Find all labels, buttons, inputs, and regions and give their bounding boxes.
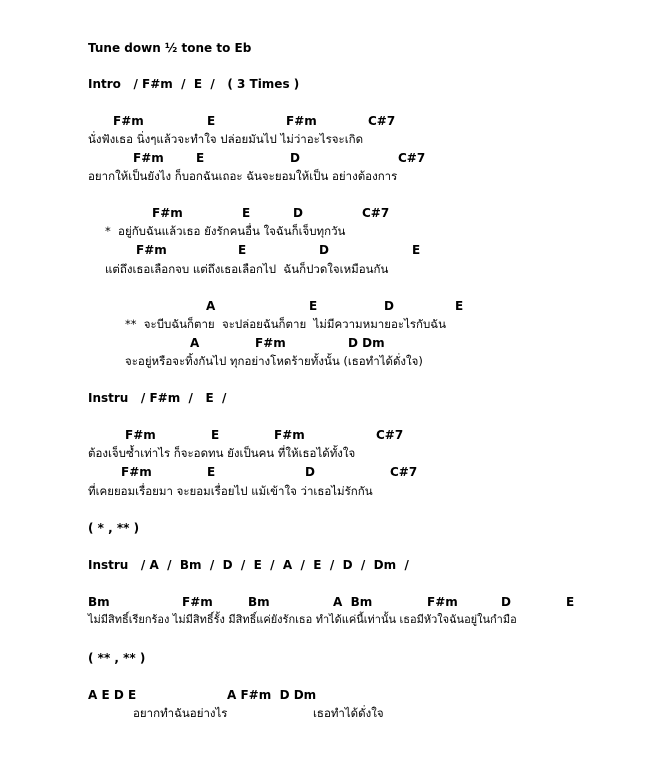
instru-line-2 [0,556,660,574]
chord: E [242,206,251,220]
repeat-line-1 [0,519,660,537]
lyric-text: จะอยู่หรือจะทิ้งกันไป ทุกอย่างโหดร้ายทั้งนั้น (เธอทำได้ดั่งใจ) [125,354,423,368]
verse2-lyric-row-2 [0,482,660,500]
verse2-chord-row-1 [0,426,660,444]
intro-line [0,75,660,93]
bridge-lyric-row-1 [0,611,660,629]
chord: E [455,299,464,313]
lyric-text: นั่งฟังเธอ นิ่งๆแล้วจะทำใจ ปล่อยมันไป ไม่ว่าอะไรจะเกิด [88,132,364,146]
chord: D [305,465,315,479]
outro-chord-row [0,686,660,704]
verse1-lyric-row-1 [0,130,660,148]
chord: F#m [125,428,156,442]
instru-text: Instru / F#m / E / [88,391,227,405]
chord: E [412,243,421,257]
chorus-lyric-row-1 [0,315,660,333]
chord: D Dm [348,336,385,350]
lyric-text: อยากทำฉันอย่างไร [133,706,228,720]
instru-text: Instru / A / Bm / D / E / A / E / D / Dm / [88,558,409,572]
prechorus-lyric-row-1 [0,222,660,240]
chord: E [196,151,205,165]
lyric-text: ไม่มีสิทธิ์เรียกร้อง ไม่มีสิทธิ์รั้ง มีสิทธิ์แค่ยังรักเธอ ทำได้แค่นี้เท่านั้น เธอมีหัวใจฉันอยู่ในกำมือ [88,613,517,626]
chord: F#m [255,336,286,350]
lyric-text: * อยู่กับฉันแล้วเธอ ยังรักคนอื่น ใจฉันก็เจ็บทุกวัน [105,224,346,238]
bridge-chord-row-1 [0,593,660,611]
chord: A [190,336,200,350]
prechorus-chord-row-2 [0,241,660,259]
chorus-chord-row-2 [0,334,660,352]
intro-text: Intro / F#m / E / ( 3 Times ) [88,77,300,91]
lyric-text: เธอทำได้ดั่งใจ [313,706,384,720]
chord: A [206,299,216,313]
chord: A E D E [88,688,137,702]
chord: D [290,151,300,165]
chorus-chord-row-1 [0,297,660,315]
chord: F#m [113,114,144,128]
chord: E [211,428,220,442]
instru-line-1 [0,389,660,407]
lyric-text: อยากให้เป็นยังไง ก็บอกฉันเถอะ ฉันจะยอมให้เป็น อย่างต้องการ [88,169,398,183]
chord: F#m [427,595,458,609]
chord: D [384,299,394,313]
chord: Bm [88,595,110,609]
repeat-line-2 [0,649,660,667]
verse1-chord-row-2 [0,149,660,167]
chord: E [207,465,216,479]
chord: F#m [136,243,167,257]
verse2-chord-row-2 [0,463,660,481]
chord: C#7 [390,465,418,479]
chord: F#m [182,595,213,609]
chord: E [566,595,575,609]
verse1-lyric-row-2 [0,167,660,185]
chord: C#7 [368,114,396,128]
chord: C#7 [398,151,426,165]
verse2-lyric-row-1 [0,444,660,462]
chord: E [207,114,216,128]
chord: A F#m D Dm [227,688,317,702]
chord: C#7 [362,206,390,220]
outro-lyric-row [0,704,660,722]
lyric-text: ** จะบีบฉันก็ตาย จะปล่อยฉันก็ตาย ไม่มีความหมายอะไรกับฉัน [125,317,446,331]
lyric-text: ต้องเจ็บซ้ำเท่าไร ก็จะอดทน ยังเป็นคน ที่ให้เธอได้ทั้งใจ [88,446,356,460]
repeat-text: ( ** , ** ) [88,651,146,665]
tuning-text: Tune down ½ tone to Eb [88,41,252,55]
chord: F#m [133,151,164,165]
chord: A Bm [333,595,373,609]
chord: E [309,299,318,313]
chord: C#7 [376,428,404,442]
verse1-chord-row-1 [0,112,660,130]
prechorus-chord-row-1 [0,204,660,222]
lyric-text: แต่ถึงเธอเลือกจบ แต่ถึงเธอเลือกไป ฉันก็ปวดใจเหมือนกัน [105,262,389,276]
chord: F#m [121,465,152,479]
chord: Bm [248,595,270,609]
chord: D [293,206,303,220]
repeat-text: ( * , ** ) [88,521,140,535]
chord: F#m [152,206,183,220]
chord: E [238,243,247,257]
tuning-note [0,39,660,57]
chorus-lyric-row-2 [0,352,660,370]
lyric-text: ที่เคยยอมเรื่อยมา จะยอมเรื่อยไป แม้เข้าใจ ว่าเธอไม่รักกัน [88,484,373,498]
chord: F#m [286,114,317,128]
chord: F#m [274,428,305,442]
prechorus-lyric-row-2 [0,260,660,278]
chord: D [501,595,511,609]
chord: D [319,243,329,257]
